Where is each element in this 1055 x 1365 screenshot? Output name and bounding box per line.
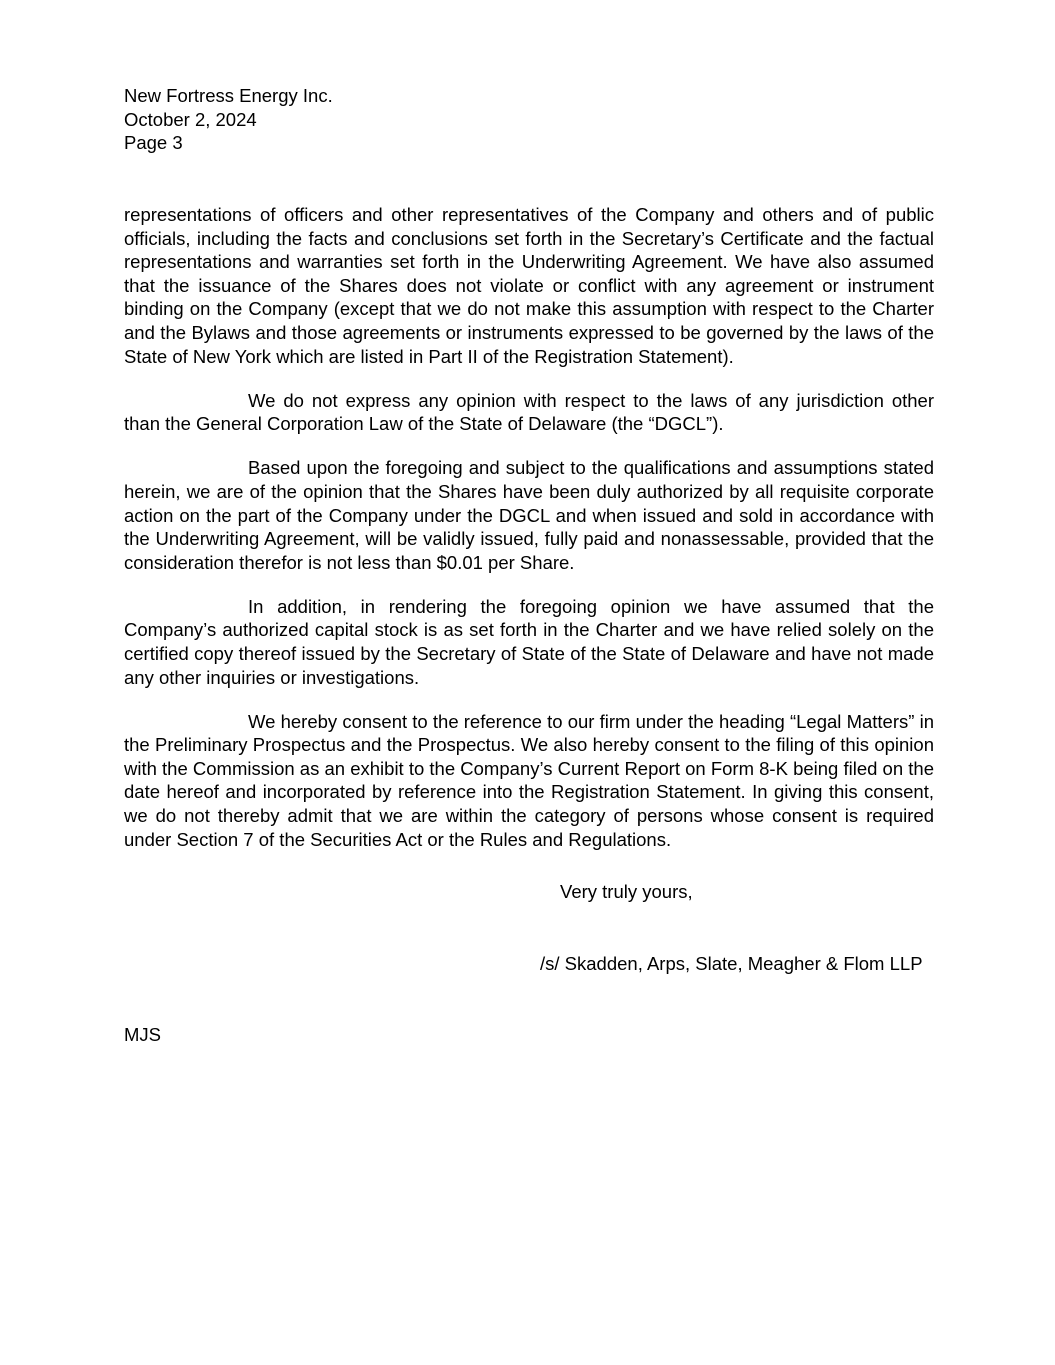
- header-company: New Fortress Energy Inc.: [124, 85, 333, 106]
- typist-initials: MJS: [124, 1024, 161, 1045]
- paragraph-consent: We hereby consent to the reference to our firm under the heading “Legal Matters” in the Preliminary Prospectus and the Prospectus. We also hereby consent to the filing of this opinion with the Commission as an exhibit to the Company’s Current Report on Form 8-K being filed on the date hereof and incorporated by reference into the Registration Statement. In giving this consent, we do not thereby admit that we are within the category of persons whose consent is required under Section 7 of the Securities Act or the Rules and Regulations.: [124, 710, 934, 850]
- paragraph-opinion: Based upon the foregoing and subject to the qualifications and assumptions stated herein, we are of the opinion that the Shares have been duly authorized by all requisite corporate action on the part of the Company under the DGCL and when issued and sold in accordance with the Underwriting Agreement, will be validly issued, fully paid and nonassessable, provided that the consideration therefor is not less than $0.01 per Share.: [124, 457, 934, 573]
- letter-body: [124, 203, 934, 872]
- header-date: October 2, 2024: [124, 108, 257, 130]
- closing-salutation: Very truly yours,: [560, 881, 693, 902]
- paragraph-jurisdiction: We do not express any opinion with respect to the laws of any jurisdiction other than the General Corporation Law of the State of Delaware (the “DGCL”).: [124, 389, 934, 435]
- paragraph-continued: representations of officers and other representatives of the Company and others and of public officials, including the facts and conclusions set forth in the Secretary’s Certificate and the factual representations and warranties set forth in the Underwriting Agreement. We have also assumed that the issuance of the Shares does not violate or conflict with any agreement or instrument binding on the Company (except that we do not make this assumption with respect to the Charter and the Bylaws and those agreements or instruments expressed to be governed by the laws of the State of New York which are listed in Part II of the Registration Statement).: [124, 204, 934, 367]
- signature-line: /s/ Skadden, Arps, Slate, Meagher & Flom LLP: [540, 953, 923, 974]
- paragraph-capital-stock: In addition, in rendering the foregoing opinion we have assumed that the Company’s authorized capital stock is as set forth in the Charter and we have relied solely on the certified copy thereof issued by the Secretary of State of the State of Delaware and have not made any other inquiries or investigations.: [124, 595, 934, 688]
- letter-header: [124, 84, 524, 155]
- header-page-number: Page 3: [124, 132, 183, 154]
